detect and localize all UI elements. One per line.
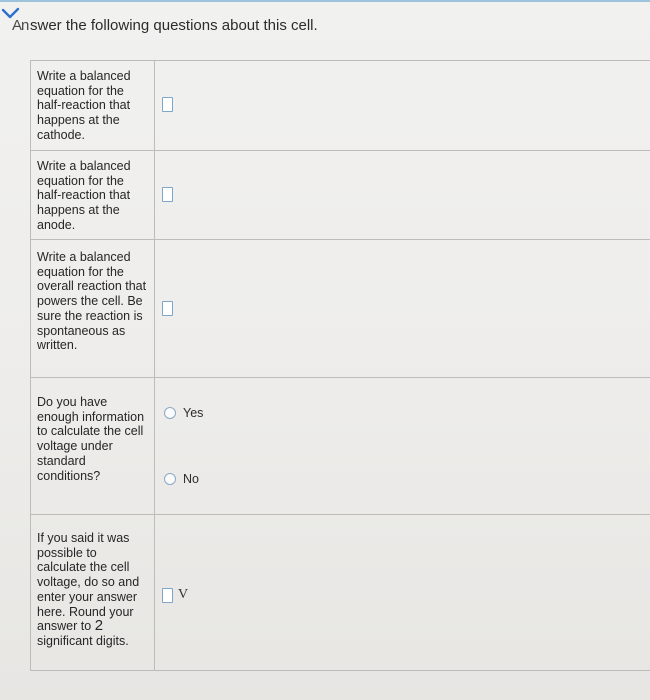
radio-label-yes: Yes bbox=[183, 406, 204, 420]
question-row-overall bbox=[31, 240, 650, 378]
question-label: Write a balanced equation for the half-reaction that happens at the anode. bbox=[31, 151, 155, 239]
answer-cell bbox=[155, 61, 650, 150]
question-text-after: significant digits. bbox=[37, 633, 129, 648]
cathode-equation-input[interactable] bbox=[162, 97, 173, 112]
question-label: Do you have enough information to calculate the cell voltage under standard conditions? bbox=[31, 378, 155, 514]
heading-cut-prefix: An bbox=[12, 17, 29, 34]
question-row-anode bbox=[31, 151, 650, 240]
page-instructions bbox=[12, 17, 318, 34]
question-label: Write a balanced equation for the overall reaction that powers the cell. Be sure the reaction is spontaneous as written. bbox=[31, 240, 155, 377]
radio-circle-icon[interactable] bbox=[164, 473, 176, 485]
radio-option-yes[interactable] bbox=[164, 406, 203, 420]
question-text-before: If you said it was possible to calculate the cell voltage, do so and enter your answer here. Round your answer to bbox=[37, 531, 140, 634]
question-label: Write a balanced equation for the half-reaction that happens at the cathode. bbox=[31, 61, 155, 150]
anode-equation-input[interactable] bbox=[162, 187, 173, 202]
question-row-cathode bbox=[31, 61, 650, 151]
radio-label-no: No bbox=[183, 472, 199, 486]
answer-cell bbox=[155, 378, 650, 514]
radio-option-no[interactable] bbox=[164, 472, 199, 486]
question-row-cell-voltage bbox=[31, 515, 650, 671]
radio-circle-icon[interactable] bbox=[164, 407, 176, 419]
question-label bbox=[31, 515, 155, 670]
question-row-enough-info bbox=[31, 378, 650, 515]
unit-label: V bbox=[178, 587, 189, 602]
top-divider bbox=[0, 0, 650, 2]
heading-text: swer the following questions about this cell. bbox=[30, 17, 318, 34]
answer-cell bbox=[155, 515, 650, 670]
overall-equation-input[interactable] bbox=[162, 301, 173, 316]
significant-digits-number: 2 bbox=[94, 617, 104, 635]
cell-voltage-input[interactable] bbox=[162, 588, 173, 603]
answer-cell bbox=[155, 240, 650, 377]
question-table bbox=[30, 60, 650, 671]
answer-cell bbox=[155, 151, 650, 239]
